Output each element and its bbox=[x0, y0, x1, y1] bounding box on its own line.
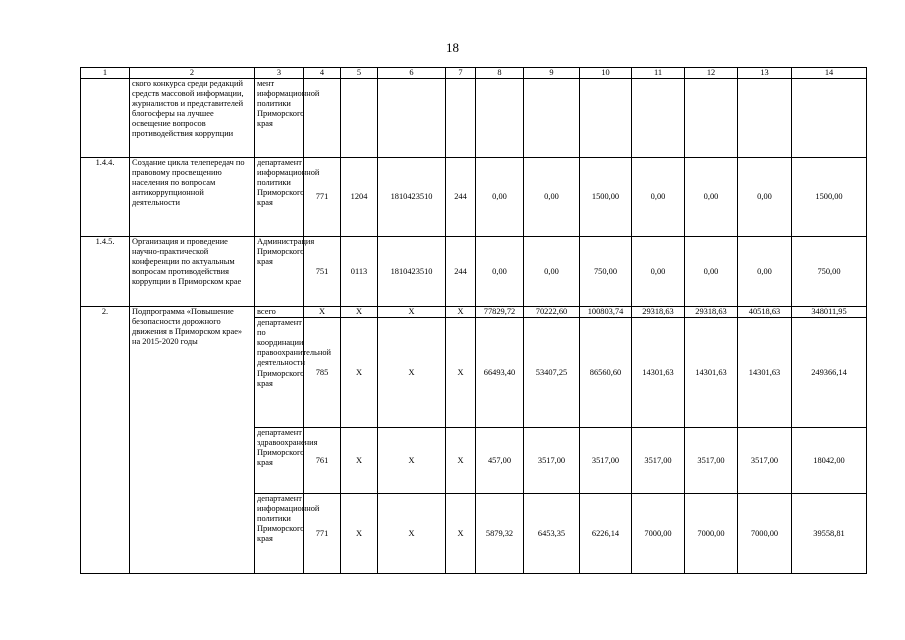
cell-rzpr: X bbox=[341, 494, 378, 574]
executor: департамент информационной политики Приморского края bbox=[255, 158, 304, 237]
cell-year-2020: 0,00 bbox=[738, 237, 792, 307]
header-cell: 2 bbox=[130, 68, 255, 79]
cell-total: 39558,81 bbox=[792, 494, 867, 574]
header-cell: 8 bbox=[476, 68, 524, 79]
cell-year-2015: 5879,32 bbox=[476, 494, 524, 574]
cell-grbs: X bbox=[304, 307, 341, 318]
cell-vr: 244 bbox=[446, 158, 476, 237]
cell-year-2015: 66493,40 bbox=[476, 318, 524, 428]
cell-year-2019: 0,00 bbox=[685, 237, 738, 307]
cell-total: 750,00 bbox=[792, 237, 867, 307]
cell-year-2016 bbox=[524, 79, 580, 158]
cell-rzpr: 1204 bbox=[341, 158, 378, 237]
cell-year-2019: 0,00 bbox=[685, 158, 738, 237]
row-number: 1.4.5. bbox=[81, 237, 130, 307]
header-cell: 4 bbox=[304, 68, 341, 79]
cell-csr: X bbox=[378, 307, 446, 318]
table-row bbox=[81, 158, 867, 237]
row-number: 2. bbox=[81, 307, 130, 574]
header-cell: 1 bbox=[81, 68, 130, 79]
cell-year-2015: 457,00 bbox=[476, 428, 524, 494]
header-cell: 7 bbox=[446, 68, 476, 79]
header-cell: 5 bbox=[341, 68, 378, 79]
cell-year-2017: 100803,74 bbox=[580, 307, 632, 318]
cell-year-2018: 3517,00 bbox=[632, 428, 685, 494]
executor: всего bbox=[255, 307, 304, 318]
executor: департамент здравоохранения Приморского края bbox=[255, 428, 304, 494]
cell-year-2019: 29318,63 bbox=[685, 307, 738, 318]
cell-total: 1500,00 bbox=[792, 158, 867, 237]
cell-year-2020 bbox=[738, 79, 792, 158]
header-cell: 9 bbox=[524, 68, 580, 79]
cell-total bbox=[792, 79, 867, 158]
cell-grbs: 751 bbox=[304, 237, 341, 307]
cell-year-2016: 0,00 bbox=[524, 237, 580, 307]
cell-year-2015: 0,00 bbox=[476, 237, 524, 307]
header-cell: 14 bbox=[792, 68, 867, 79]
cell-year-2017: 6226,14 bbox=[580, 494, 632, 574]
cell-year-2016: 3517,00 bbox=[524, 428, 580, 494]
cell-grbs: 771 bbox=[304, 494, 341, 574]
cell-year-2020: 3517,00 bbox=[738, 428, 792, 494]
executor: мент информационной политики Приморского края bbox=[255, 79, 304, 158]
row-number: 1.4.4. bbox=[81, 158, 130, 237]
cell-grbs: 785 bbox=[304, 318, 341, 428]
cell-year-2018: 29318,63 bbox=[632, 307, 685, 318]
cell-year-2020: 40518,63 bbox=[738, 307, 792, 318]
budget-table bbox=[80, 67, 867, 574]
cell-year-2017: 1500,00 bbox=[580, 158, 632, 237]
executor: Администрация Приморского края bbox=[255, 237, 304, 307]
cell-vr: X bbox=[446, 428, 476, 494]
cell-year-2020: 0,00 bbox=[738, 158, 792, 237]
cell-year-2019: 7000,00 bbox=[685, 494, 738, 574]
cell-year-2017: 750,00 bbox=[580, 237, 632, 307]
executor: департамент информационной политики Приморского края bbox=[255, 494, 304, 574]
cell-rzpr: X bbox=[341, 307, 378, 318]
cell-year-2018: 7000,00 bbox=[632, 494, 685, 574]
cell-total: 249366,14 bbox=[792, 318, 867, 428]
cell-rzpr: X bbox=[341, 318, 378, 428]
cell-year-2019 bbox=[685, 79, 738, 158]
row-number bbox=[81, 79, 130, 158]
header-cell: 6 bbox=[378, 68, 446, 79]
cell-year-2020: 7000,00 bbox=[738, 494, 792, 574]
cell-csr: 1810423510 bbox=[378, 237, 446, 307]
header-row bbox=[81, 68, 867, 79]
table-row bbox=[81, 79, 867, 158]
cell-year-2019: 14301,63 bbox=[685, 318, 738, 428]
cell-year-2017 bbox=[580, 79, 632, 158]
cell-rzpr: X bbox=[341, 428, 378, 494]
cell-csr bbox=[378, 79, 446, 158]
cell-year-2015: 0,00 bbox=[476, 158, 524, 237]
activity-name: ского конкурса среди редакций средств массовой информации, журналистов и представителей блогосферы на лучшее освещение вопросов противодействия коррупции bbox=[130, 79, 255, 158]
cell-rzpr: 0113 bbox=[341, 237, 378, 307]
cell-vr: X bbox=[446, 494, 476, 574]
header-cell: 10 bbox=[580, 68, 632, 79]
cell-rzpr bbox=[341, 79, 378, 158]
cell-year-2018: 0,00 bbox=[632, 237, 685, 307]
cell-year-2015 bbox=[476, 79, 524, 158]
cell-year-2015: 77829,72 bbox=[476, 307, 524, 318]
cell-year-2016: 70222,60 bbox=[524, 307, 580, 318]
header-cell: 12 bbox=[685, 68, 738, 79]
cell-grbs: 761 bbox=[304, 428, 341, 494]
header-cell: 13 bbox=[738, 68, 792, 79]
cell-csr: 1810423510 bbox=[378, 158, 446, 237]
cell-vr: X bbox=[446, 307, 476, 318]
header-cell: 3 bbox=[255, 68, 304, 79]
subprogram-total-row bbox=[81, 307, 867, 318]
cell-year-2018 bbox=[632, 79, 685, 158]
page-number: 18 bbox=[446, 40, 459, 55]
activity-name: Создание цикла телепередач по правовому просвещению населения по вопросам антикоррупционной деятельности bbox=[130, 158, 255, 237]
cell-vr: X bbox=[446, 318, 476, 428]
subprogram-name: Подпрограмма «Повышение безопасности дорожного движения в Приморском крае» на 2015-2020 годы bbox=[130, 307, 255, 574]
cell-csr: X bbox=[378, 428, 446, 494]
cell-vr bbox=[446, 79, 476, 158]
cell-csr: X bbox=[378, 318, 446, 428]
cell-year-2017: 3517,00 bbox=[580, 428, 632, 494]
cell-year-2018: 0,00 bbox=[632, 158, 685, 237]
header-cell: 11 bbox=[632, 68, 685, 79]
table-row bbox=[81, 237, 867, 307]
cell-year-2016: 0,00 bbox=[524, 158, 580, 237]
executor: департамент по координации правоохранительной деятельности Приморского края bbox=[255, 318, 304, 428]
cell-year-2016: 6453,35 bbox=[524, 494, 580, 574]
cell-year-2020: 14301,63 bbox=[738, 318, 792, 428]
cell-year-2017: 86560,60 bbox=[580, 318, 632, 428]
activity-name: Организация и проведение научно-практической конференции по актуальным вопросам противодействия коррупции в Приморском крае bbox=[130, 237, 255, 307]
cell-vr: 244 bbox=[446, 237, 476, 307]
cell-total: 18042,00 bbox=[792, 428, 867, 494]
cell-year-2019: 3517,00 bbox=[685, 428, 738, 494]
cell-total: 348011,95 bbox=[792, 307, 867, 318]
cell-year-2016: 53407,25 bbox=[524, 318, 580, 428]
cell-year-2018: 14301,63 bbox=[632, 318, 685, 428]
cell-csr: X bbox=[378, 494, 446, 574]
cell-grbs: 771 bbox=[304, 158, 341, 237]
